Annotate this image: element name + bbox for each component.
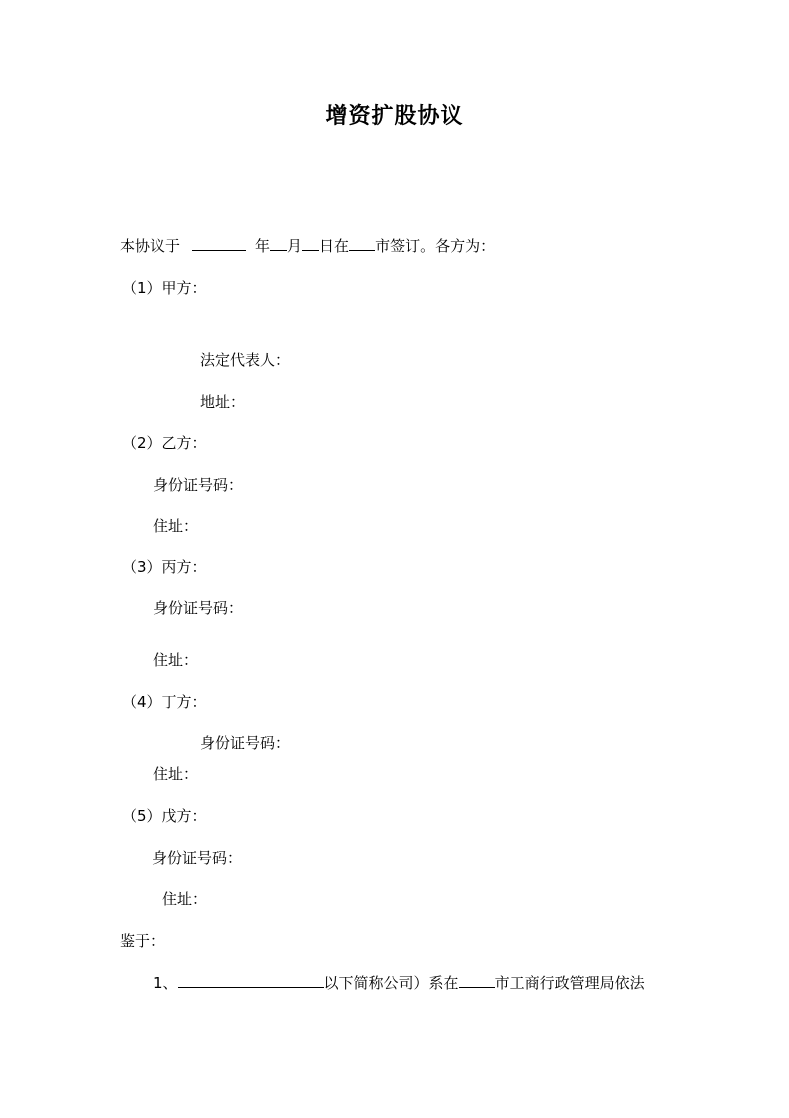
party-4-id-label: 身份证号码：	[200, 734, 291, 752]
intro-line	[120, 236, 495, 256]
intro-year: 年	[255, 237, 271, 255]
party-3-residence-label: 住址：	[153, 651, 199, 669]
party-1-legal-rep-label: 法定代表人：	[200, 351, 291, 369]
party-2-residence-label: 住址：	[153, 517, 199, 535]
party-1-address-label: 地址：	[200, 393, 246, 411]
whereas-label: 鉴于：	[120, 932, 166, 950]
party-1-heading: （1）甲方：	[122, 279, 207, 297]
city-blank	[349, 236, 375, 251]
party-4-residence-label: 住址：	[153, 765, 199, 783]
clause-1-text-b: 市工商行政管理局依法	[494, 974, 645, 992]
party-5-residence-label: 住址：	[162, 890, 208, 908]
party-2-heading: （2）乙方：	[122, 434, 207, 452]
month-blank	[270, 236, 287, 251]
party-3-heading: （3）丙方：	[122, 558, 207, 576]
registry-city-blank	[459, 973, 495, 988]
company-name-blank	[178, 973, 324, 988]
day-blank	[302, 236, 319, 251]
intro-month: 月	[287, 237, 303, 255]
party-4-heading: （4）丁方：	[122, 693, 207, 711]
party-5-id-label: 身份证号码：	[152, 849, 243, 867]
party-3-id-label: 身份证号码：	[153, 599, 244, 617]
party-5-heading: （5）戊方：	[122, 807, 207, 825]
clause-1	[153, 973, 645, 993]
intro-day-in: 日在	[319, 237, 350, 255]
year-blank	[192, 236, 246, 251]
party-2-id-label: 身份证号码：	[153, 476, 244, 494]
clause-1-number: 1、	[153, 974, 178, 992]
intro-prefix: 本协议于	[120, 237, 181, 255]
document-title: 增资扩股协议	[325, 103, 464, 129]
clause-1-text-a: 以下简称公司）系在	[323, 974, 459, 992]
intro-suffix: 市签订。各方为：	[375, 237, 496, 255]
